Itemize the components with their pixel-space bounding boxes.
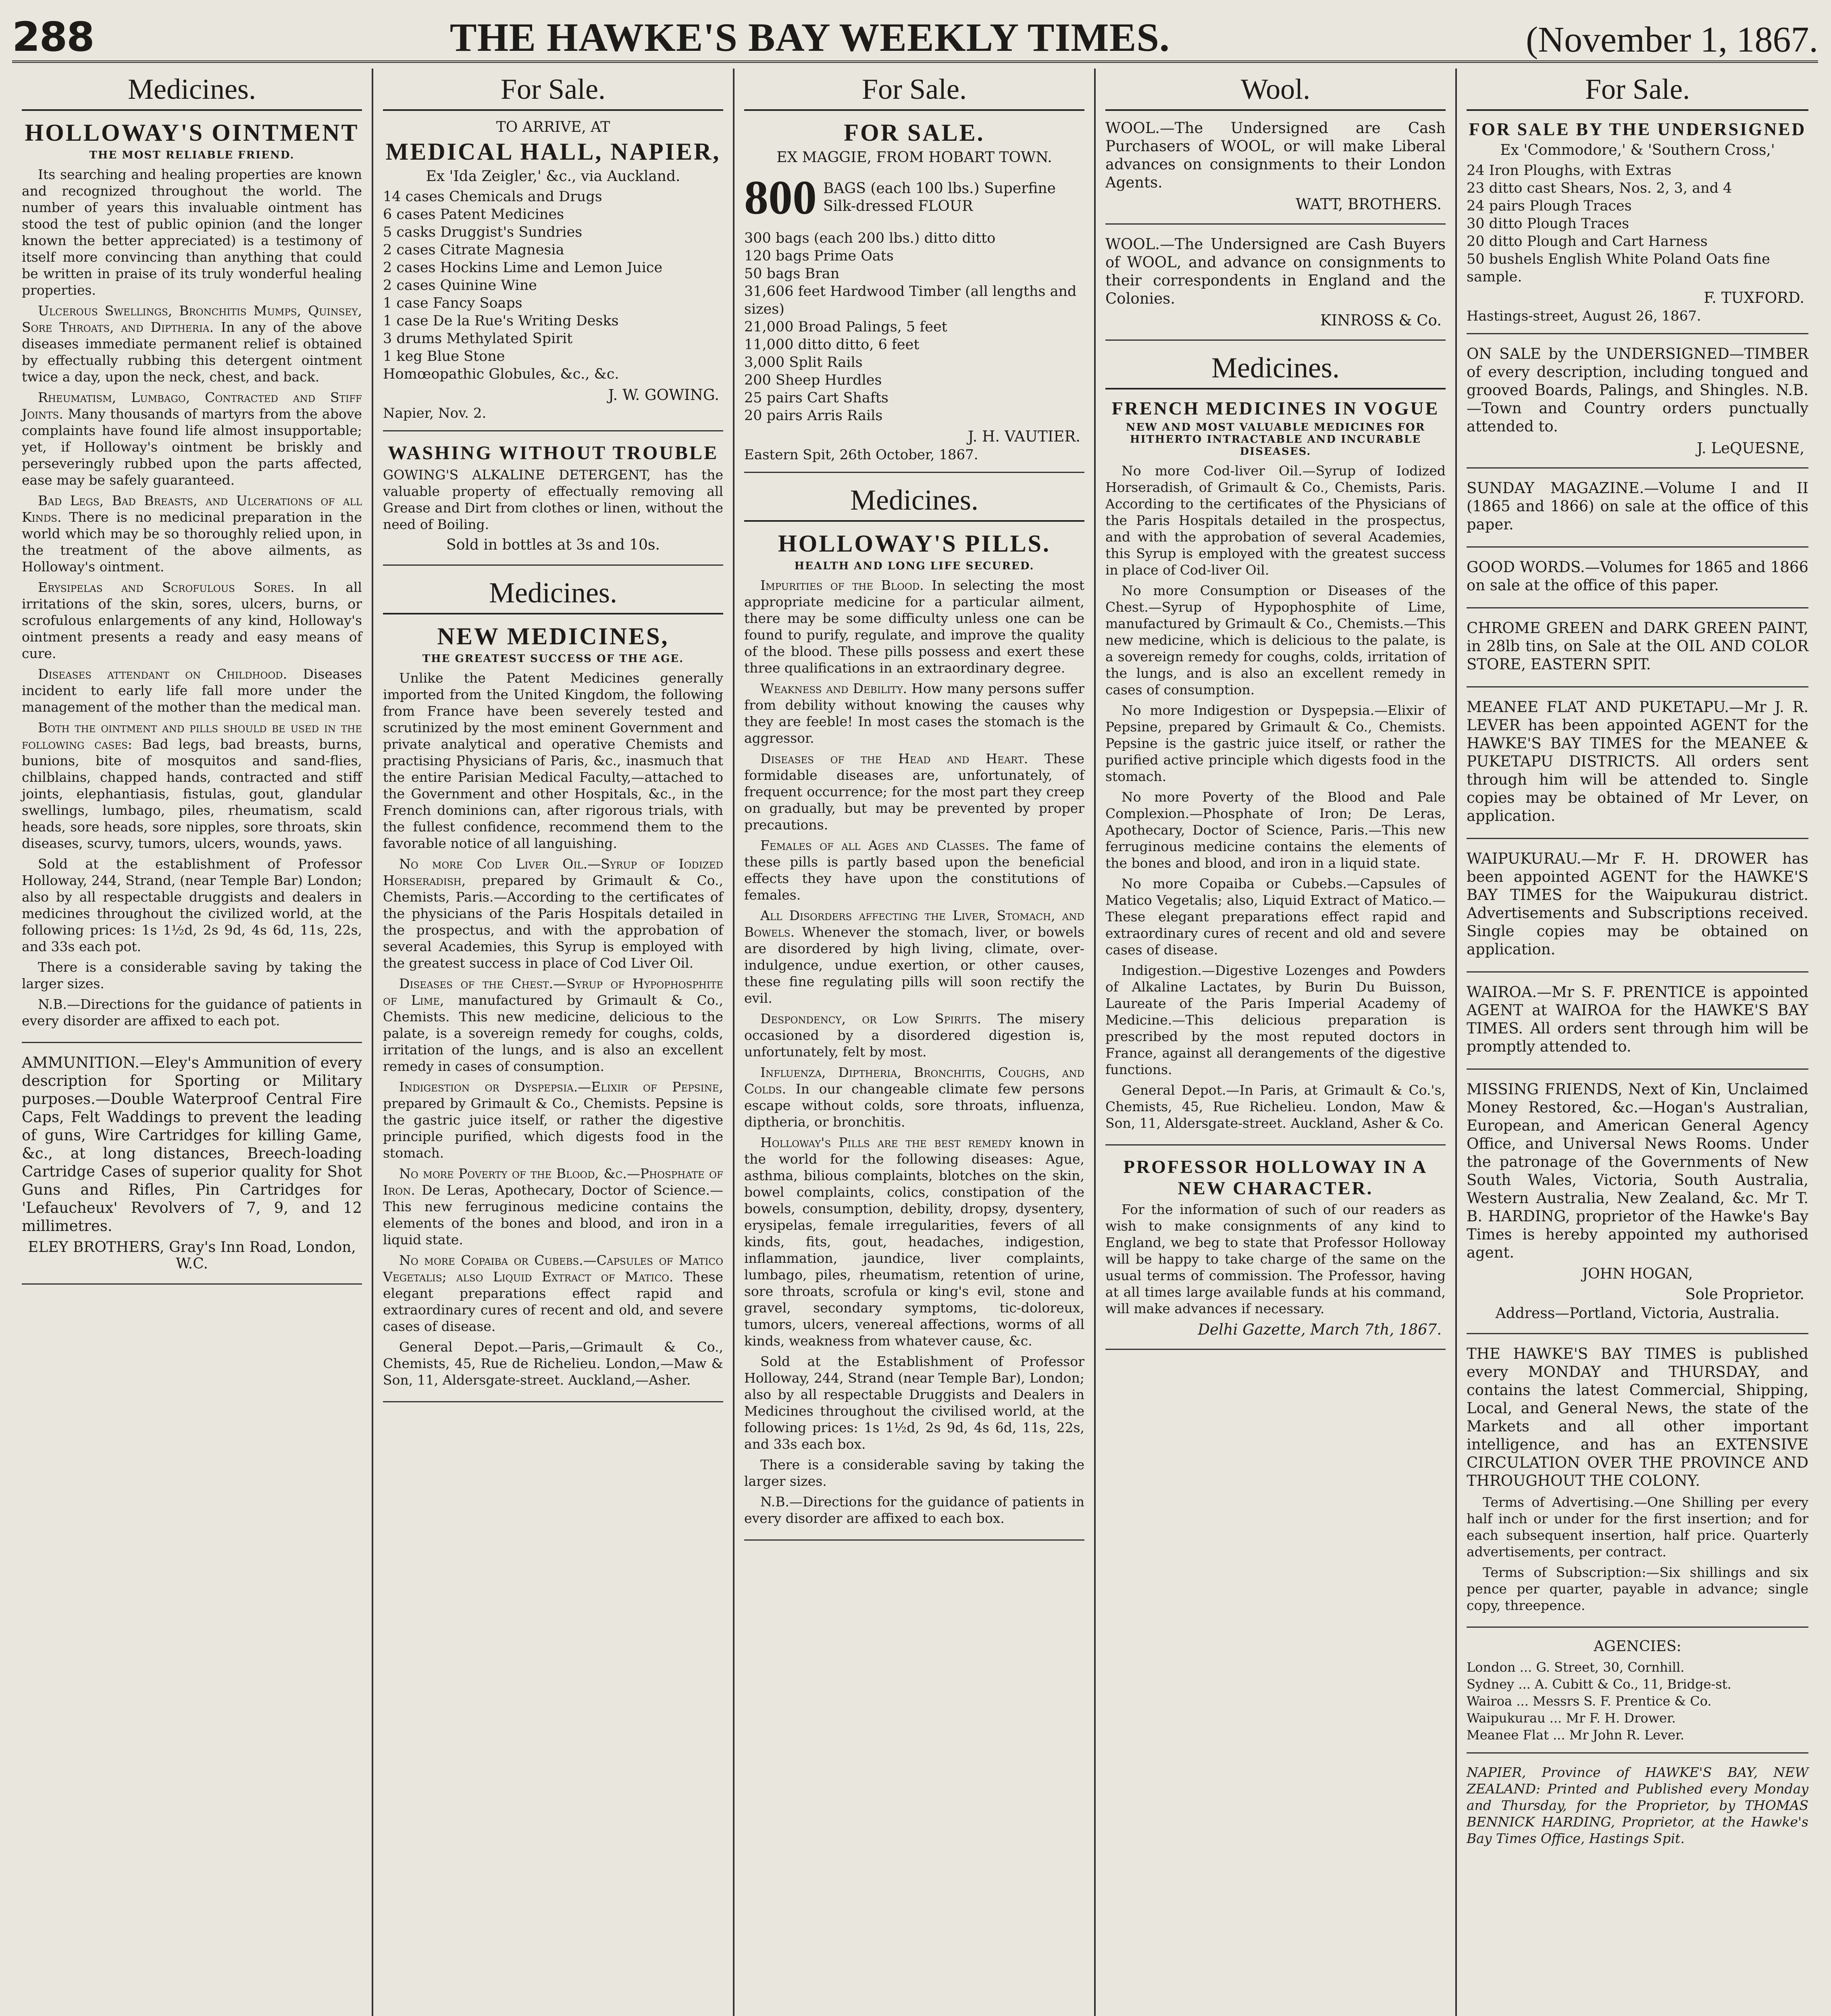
nb-note: N.B.—Directions for the guidance of patients in every disorder are affixed to each pot. [22, 996, 362, 1029]
agency-line: Wairoa ... Messrs S. F. Prentice & Co. [1467, 1693, 1712, 1709]
agencies-heading: AGENCIES: [1594, 1638, 1681, 1655]
professor-holloway-ad [1105, 1156, 1446, 1350]
ad-text: For the information of such of our readers as wish to make consignments of any kind to England, we beg to state that Professor Holloway will be happy to take charge of the same on the usual terms of commission. The Professor, having at all times large available funds at his command, will make advances if necessary. [1105, 1202, 1446, 1316]
both-list: Bad legs, bad breasts, burns, bunions, bite of mosquitos and sand-flies, chilblains, chapped hands, contracted and stiff joints, elephantiasis, fistulas, gout, glandular swellings, lumbago, piles, rheumatism, scald heads, sore heads, sore nipples, sore throats, skin diseases, scurvy, tumors, ulcers, wounds, yaws. [22, 736, 362, 851]
ad-signature: J. W. GOWING. [608, 386, 719, 404]
item-list [744, 229, 1084, 425]
para-text: These elegant preparations effect rapid and extraordinary cures of recent and old, and severe cases of disease. [383, 1269, 723, 1334]
column-3 [734, 69, 1096, 2016]
good-words-ad [1467, 558, 1808, 608]
para-text: prepared by Grimault & Co., Chemists, Paris.—According to the certificates of the physicians of the Paris Hospitals detailed in the prospectus, and with the approbation of several Academies, this Syrup is employed with the greatest success in place of Cod Liver Oil. [383, 873, 723, 971]
section-text: The fame of these pills is partly based upon the beneficial effects they have upon the constitutions of females. [744, 837, 1084, 903]
section-heading: Rheumatism, Lumbago, Contracted and Stiff Joints. [22, 389, 362, 422]
list-item: 120 bags Prime Oats [744, 248, 894, 264]
bags-line [744, 170, 1084, 225]
columns [12, 69, 1818, 2016]
item-list [383, 188, 723, 383]
medical-hall-ad [383, 119, 723, 431]
ad-text: WAIPUKURAU.—Mr F. H. DROWER has been appointed AGENT for the HAWKE'S BAY TIMES for the Waipukurau district. Advertisements and Subscriptions received. Single copies may be obtained on application. [1467, 850, 1808, 958]
ammunition-ad [22, 1054, 362, 1285]
section-header: Medicines. [744, 483, 1084, 522]
depot-text: General Depot.—In Paris, at Grimault & Co.'s, Chemists, 45, Rue Richelieu. London, Maw & Son, 11, Aldersgate-street. Auckland, Asher & Co. [1105, 1082, 1446, 1131]
list-item: 24 Iron Ploughs, with Extras [1467, 162, 1672, 179]
section-text: These formidable diseases are, unfortunately, of frequent occurrence; for the most part they creep on gradually, but may be prevented by proper precautions. [744, 751, 1084, 833]
wool-ad-kinross [1105, 235, 1446, 341]
agencies-list [1467, 1638, 1808, 1754]
section-text: How many persons suffer from debility without knowing the causes why they are feeble! In most cases the stomach is the aggressor. [744, 681, 1084, 746]
ad-title: FRENCH MEDICINES IN VOGUE [1111, 398, 1440, 419]
list-item: 200 Sheep Hurdles [744, 372, 882, 388]
advertising-terms: Terms of Advertising.—One Shilling per every half inch or under for the first insertion; and for each subsequent insertion, half price. Quarterly advertisements, per contract. [1467, 1494, 1808, 1560]
ad-signature: F. TUXFORD. [1704, 289, 1804, 306]
missing-friends-ad [1467, 1080, 1808, 1334]
ad-text: ON SALE by the UNDERSIGNED—TIMBER of every description, including tongued and grooved Boards, Palings, and Shingles. N.B.—Town and Country orders punctually attended to. [1467, 345, 1808, 435]
list-item: 23 ditto cast Shears, Nos. 2, 3, and 4 [1467, 180, 1732, 196]
bags-text: BAGS (each 100 lbs.) Superfine Silk-dressed FLOUR [823, 180, 1056, 215]
french-medicines-ad [1105, 398, 1446, 1145]
section-text: In all irritations of the skin, sores, ulcers, burns, or scrofulous enlargements of any kind, Holloway's ointment presents a ready and easy means of cure. [22, 579, 362, 661]
sold-at: Sold at the Establishment of Professor Holloway, 244, Strand (near Temple Bar), London; also by all respectable Druggists and Dealers in Medicines throughout the civilised world, at the following prices: 1s 1½d, 2s 9d, 4s 6d, 11s, 22s, and 33s each box. [744, 1354, 1084, 1452]
ad-text: WAIROA.—Mr S. F. PRENTICE is appointed AGENT at WAIROA for the HAWKE'S BAY TIMES. All orders sent through him will be promptly attended to. [1467, 983, 1808, 1055]
ad-price: Sold in bottles at 3s and 10s. [446, 537, 660, 553]
hawkes-bay-times-notice [1467, 1345, 1808, 1628]
ad-text: CHROME GREEN and DARK GREEN PAINT, in 28lb tins, on Sale at the OIL AND COLOR STORE, EASTERN SPIT. [1467, 619, 1808, 673]
ad-para: No more Copaiba or Cubebs.—Capsules of Matico Vegetalis; also, Liquid Extract of Matico.—These elegant preparations effect rapid and extraordinary cures of recent and old and severe cases of disease. [1105, 876, 1446, 958]
column-2 [373, 69, 734, 2016]
section-heading: Diseases attendant on Childhood. [38, 666, 287, 682]
list-item: 50 bags Bran [744, 266, 840, 282]
section-text: In any of the above diseases immediate permanent relief is obtained by effectually rubbing this detergent ointment twice a day, upon the neck, chest, and back. [22, 319, 362, 385]
ad-pre: TO ARRIVE, AT [496, 119, 610, 135]
ammunition-footer: ELEY BROTHERS, Gray's Inn Road, London, W.C. [28, 1239, 356, 1272]
ad-place: Napier, Nov. 2. [383, 405, 487, 421]
list-item: 1 keg Blue Stone [383, 348, 505, 364]
section-heading: Diseases of the Head and Heart. [760, 751, 1028, 766]
ad-para: No more Indigestion or Dyspepsia.—Elixir of Pepsine, prepared by Grimault & Co., Chemists. Pepsine is the gastric juice itself, or rather the purified active principle which digests food in the stomach. [1105, 702, 1446, 784]
list-item: 50 bushels English White Poland Oats fine sample. [1467, 251, 1770, 285]
list-item: 2 cases Quinine Wine [383, 277, 537, 294]
ad-para: No more Cod-liver Oil.—Syrup of Iodized Horseradish, of Grimault & Co., Chemists, Paris. According to the certificates of the Physicians of the Paris Hospitals detailed in the prospectus, and with the approbation of several Academies, this Syrup is employed with the greatest success in place of Cod-liver Oil. [1105, 463, 1446, 578]
ad-signature: JOHN HOGAN, [1582, 1266, 1693, 1282]
ad-ship: EX MAGGIE, FROM HOBART TOWN. [776, 149, 1052, 166]
subscription-terms: Terms of Subscription:—Six shillings and six pence per quarter, payable in advance; single copy, threepence. [1467, 1564, 1808, 1613]
issue-date: (November 1, 1867. [1526, 20, 1818, 60]
list-item: 1 case De la Rue's Writing Desks [383, 313, 619, 329]
section-heading: Impurities of the Blood. [760, 577, 924, 593]
ad-para: Unlike the Patent Medicines generally imported from the United Kingdom, the following from France have been severely tested and scrutinized by the most eminent Government and private analytical and operative Chemists and practising Physicians of Paris, &c., inasmuch that the entire Parisian Medical Faculty,—attached to the Government and other Hospitals, &c., in the French dominions can, after rigorous trials, with the fullest confidence, recommend them to the favorable notice of all languishing. [383, 670, 723, 851]
list-item: 21,000 Broad Palings, 5 feet [744, 319, 947, 335]
section-text: Whenever the stomach, liver, or bowels are disordered by high living, climate, over-indulgence, undue exertion, or other causes, these fine regulating pills will soon rectify the evil. [744, 924, 1084, 1006]
holloway-ointment-ad [22, 119, 362, 1043]
list-item: 14 cases Chemicals and Drugs [383, 189, 602, 205]
wool-ad-watt [1105, 119, 1446, 225]
ad-title: NEW MEDICINES, [437, 623, 669, 650]
para-text: prepared by Grimault & Co., Chemists. Pepsine is the gastric juice itself, or rather the digestive principle purified, which digests food in the stomach. [383, 1095, 723, 1161]
ad-title: WASHING WITHOUT TROUBLE [387, 442, 719, 464]
timber-ad [1467, 345, 1808, 469]
section-text: In selecting the most appropriate medicine for a particular ailment, there may be some difficulty unless one can be found to purify, regulate, and improve the quality of the blood. These pills possess and exert these three qualifications in an extraordinary degree. [744, 577, 1084, 676]
list-item: 1 case Fancy Soaps [383, 295, 522, 311]
nb-note: N.B.—Directions for the guidance of patients in every disorder are affixed to each box. [744, 1494, 1084, 1526]
ad-subtitle: NEW AND MOST VALUABLE MEDICINES FOR HITHERTO INTRACTABLE AND INCURABLE DISEASES. [1126, 421, 1425, 458]
depot-text: General Depot.—Paris,—Grimault & Co., Chemists, 45, Rue de Richelieu. London,—Maw & Son, 11, Aldersgate-street. Auckland,—Asher. [383, 1339, 723, 1388]
list-item: 31,606 feet Hardwood Timber (all lengths and sizes) [744, 283, 1077, 317]
list-item: 11,000 ditto ditto, 6 feet [744, 337, 920, 353]
ad-via: Ex 'Ida Zeigler,' &c., via Auckland. [426, 168, 680, 185]
ad-subtitle: THE GREATEST SUCCESS OF THE AGE. [422, 653, 684, 665]
notice-text: THE HAWKE'S BAY TIMES is published every MONDAY and THURSDAY, and contains the latest Commercial, Shipping, Local, and General News, the state of the Markets and all other important intelligence, and has an EXTENSIVE CIRCULATION OVER THE PROVINCE AND THROUGHOUT THE COLONY. [1467, 1345, 1808, 1489]
washing-ad [383, 442, 723, 566]
section-text: Many thousands of martyrs from the above complaints have found life almost insupportable; yet, if Holloway's ointment be briskly and perseveringly rubbed upon the parts affected, ease may be safely guaranteed. [22, 406, 362, 488]
ad-text: SUNDAY MAGAZINE.—Volume I and II (1865 and 1866) on sale at the office of this paper. [1467, 479, 1808, 533]
ad-ex: Ex 'Commodore,' & 'Southern Cross,' [1500, 142, 1775, 158]
column-5 [1457, 69, 1818, 2016]
page-number: 288 [12, 13, 94, 60]
ad-place: Hastings-street, August 26, 1867. [1467, 308, 1701, 324]
list-item: Homœopathic Globules, &c., &c. [383, 366, 619, 382]
para-text: De Leras, Apothecary, Doctor of Science.—This new ferruginous medicine contains the elements of the bones and blood, and iron in a liquid state. [383, 1182, 723, 1248]
list-item: 30 ditto Plough Traces [1467, 216, 1629, 232]
flour-sale-ad [744, 119, 1084, 473]
para-text: manufactured by Grimault & Co., Chemists. This new medicine, delicious to the palate, is a sovereign remedy for coughs, colds, irritation of the lungs, and is also an excellent remedy in cases of consumption. [383, 992, 723, 1074]
section-header: Medicines. [383, 576, 723, 614]
ad-title: HOLLOWAY'S OINTMENT [25, 119, 359, 146]
ad-text: MEANEE FLAT AND PUKETAPU.—Mr J. R. LEVER has been appointed AGENT for the HAWKE'S BAY TIMES for the MEANEE & PUKETAPU DISTRICTS. All orders sent through him will be attended to. Single copies may be obtained of Mr Lever, on application. [1467, 698, 1808, 825]
ad-title: FOR SALE BY THE UNDERSIGNED [1469, 119, 1806, 139]
ad-subtitle: HEALTH AND LONG LIFE SECURED. [794, 560, 1034, 572]
ad-para: No more Consumption or Diseases of the Chest.—Syrup of Hypophosphite of Lime, manufactured by Grimault & Co., Chemists.—This new medicine, which is delicious to the palate, is a sovereign remedy for coughs, colds, irritation of the lungs, and is also an excellent remedy in cases of consumption. [1105, 583, 1446, 698]
holloway-pills-ad [744, 530, 1084, 1541]
ad-para: No more Poverty of the Blood and Pale Complexion.—Phosphate of Iron; De Leras, Apothecary, Doctor of Science, Paris.—This new ferruginous medicine contains the elements of the bones and blood, and iron in a liquid state. [1105, 789, 1446, 871]
para-heading: No more Copaiba or Cubebs.—Capsules of Matico Vegetalis; also Liquid Extract of Matico. [383, 1252, 723, 1285]
new-medicines-ad [383, 623, 723, 1402]
section-header: For Sale. [1467, 73, 1808, 111]
para-heading: No more Poverty of the Blood, &c.—Phosphate of Iron. [383, 1166, 723, 1198]
agency-lines [1467, 1659, 1808, 1743]
agency-line: London ... G. Street, 30, Cornhill. [1467, 1660, 1685, 1675]
ad-subtitle: THE MOST RELIABLE FRIEND. [89, 149, 295, 161]
list-item: 20 pairs Arris Rails [744, 408, 883, 424]
list-item: 24 pairs Plough Traces [1467, 198, 1632, 214]
printer-imprint: NAPIER, Province of HAWKE'S BAY, NEW ZEALAND: Printed and Published every Monday and Thursday, for the Proprietor, by THOMAS BENNICK HARDING, Proprietor, at the Hawke's Bay Times Office, Hastings Spit. [1467, 1764, 1808, 1846]
section-text: Diseases incident to early life fall more under the management of the mother than the medical man. [22, 666, 362, 715]
ad-intro: Its searching and healing properties are known and recognized throughout the world. The number of years this invaluable ointment has stood the test of public opinion (and the longer known the better appreciated) is a testimony of itself more convincing than anything that could be written in praise of its truly wonderful healing properties. [22, 167, 362, 298]
ad-signature: J. H. VAUTIER. [968, 428, 1080, 445]
ad-place: Eastern Spit, 26th October, 1867. [744, 447, 978, 463]
section-text: known in the world for the following diseases: Ague, asthma, bilious complaints, blotches on the skin, bowel complaints, colics, constipation of the bowels, consumption, debility, dropsy, dysentery, erysipelas, female irregularities, fevers of all kinds, fits, gout, headaches, indigestion, inflammation, jaundice, liver complaints, lumbago, piles, rheumatism, retention of urine, sore throats, scrofula or king's evil, stone and gravel, secondary symptoms, tic-doloreux, tumors, ulcers, venereal affections, worms of all kinds, weakness from whatever cause, &c. [744, 1135, 1084, 1349]
ad-signature: WATT, BROTHERS. [1296, 196, 1442, 213]
section-heading: Holloway's Pills are the best remedy [760, 1135, 1012, 1150]
both-heading: Both the ointment and pills should be used in the following cases: [22, 720, 362, 752]
list-item: 2 cases Hockins Lime and Lemon Juice [383, 260, 663, 276]
list-item: 3,000 Split Rails [744, 354, 863, 371]
section-heading: Erysipelas and Scrofulous Sores. [38, 579, 295, 595]
list-item: 20 ditto Plough and Cart Harness [1467, 233, 1708, 250]
meanee-agent-ad [1467, 698, 1808, 839]
list-item: 3 drums Methylated Spirit [383, 331, 573, 347]
saving-note: There is a considerable saving by taking the larger sizes. [22, 959, 362, 991]
ad-text: WOOL.—The Undersigned are Cash Buyers of WOOL, and advance on consignments to their correspondents in England and the Colonies. [1105, 235, 1446, 307]
list-item: 300 bags (each 200 lbs.) ditto ditto [744, 230, 996, 246]
ad-source: Delhi Gazette, March 7th, 1867. [1198, 1321, 1442, 1338]
ad-role: Sole Proprietor. [1685, 1285, 1804, 1303]
agency-line: Meanee Flat ... Mr John R. Lever. [1467, 1727, 1684, 1743]
ad-title: MEDICAL HALL, NAPIER, [385, 138, 721, 165]
ad-title: HOLLOWAY'S PILLS. [778, 530, 1051, 557]
saving-note: There is a considerable saving by taking the larger sizes. [744, 1457, 1084, 1489]
ad-text: GOOD WORDS.—Volumes for 1865 and 1866 on sale at the office of this paper. [1467, 558, 1808, 594]
item-list [1467, 162, 1808, 286]
list-item: 2 cases Citrate Magnesia [383, 242, 564, 258]
section-text: There is no medicinal preparation in the world which may be so thoroughly relied upon, in the treatment of the above ailments, as Holloway's ointment. [22, 509, 362, 575]
ad-text: WOOL.—The Undersigned are Cash Purchasers of WOOL, or will make Liberal advances on consignments to their London Agents. [1105, 119, 1446, 191]
wairoa-agent-ad [1467, 983, 1808, 1070]
section-text: The misery occasioned by a disordered digestion is, unfortunately, felt by most. [744, 1011, 1084, 1060]
section-heading: Bad Legs, Bad Breasts, and Ulcerations of all Kinds. [22, 493, 362, 525]
section-heading: Influenza, Diptheria, Bronchitis, Coughs, and Colds. [744, 1064, 1084, 1097]
list-item: 25 pairs Cart Shafts [744, 390, 888, 406]
column-1 [12, 69, 373, 2016]
section-heading: All Disorders affecting the Liver, Stomach, and Bowels. [744, 908, 1084, 940]
waipukurau-agent-ad [1467, 850, 1808, 973]
agency-line: Sydney ... A. Cubitt & Co., 11, Bridge-st. [1467, 1677, 1731, 1692]
section-header: Medicines. [1105, 351, 1446, 389]
ad-title: FOR SALE. [844, 119, 985, 146]
section-heading: Ulcerous Swellings, Bronchitis Mumps, Quinsey, Sore Throats, and Diptheria. [22, 303, 362, 335]
tuxford-ad [1467, 119, 1808, 334]
para-heading: Diseases of the Chest.—Syrup of Hypophosphite of Lime, [383, 976, 723, 1008]
ad-signature: J. LeQUESNE, [1697, 439, 1804, 457]
ammunition-text: AMMUNITION.—Eley's Ammunition of every description for Sporting or Military purposes.—Double Waterproof Central Fire Caps, Felt Waddings to prevent the leading of guns, Wire Cartridges for killing Game, &c., at long distances, Breech-loading Cartridge Cases of superior quality for Shot Guns and Rifles, Pin Cartridges for 'Lefaucheux' Revolvers of 7, 9, and 12 millimetres. [22, 1054, 362, 1235]
section-header: For Sale. [383, 73, 723, 111]
section-header: Wool. [1105, 73, 1446, 111]
sunday-magazine-ad [1467, 479, 1808, 548]
bags-number: 800 [744, 171, 817, 224]
section-header: Medicines. [22, 73, 362, 111]
section-heading: Females of all Ages and Classes. [760, 837, 990, 853]
list-item: 6 cases Patent Medicines [383, 206, 564, 223]
masthead [12, 13, 1818, 63]
ad-signature: KINROSS & Co. [1320, 312, 1442, 329]
ad-title: PROFESSOR HOLLOWAY IN A NEW CHARACTER. [1123, 1156, 1428, 1198]
column-4 [1096, 69, 1457, 2016]
section-text: In our changeable climate few persons escape without colds, sore throats, influenza, diptheria, or bronchitis. [744, 1081, 1084, 1130]
section-header: For Sale. [744, 73, 1084, 111]
agency-line: Waipukurau ... Mr F. H. Drower. [1467, 1710, 1676, 1726]
ad-text: GOWING'S ALKALINE DETERGENT, has the valuable property of effectually removing all Grease and Dirt from clothes or linen, without the need of Boiling. [383, 467, 723, 532]
para-heading: No more Cod Liver Oil.—Syrup of Iodized Horseradish, [383, 856, 723, 888]
chrome-paint-ad [1467, 619, 1808, 687]
para-heading: Indigestion or Dyspepsia.—Elixir of Pepsine, [399, 1079, 723, 1095]
newspaper-title: THE HAWKE'S BAY WEEKLY TIMES. [449, 15, 1170, 60]
ad-para: Indigestion.—Digestive Lozenges and Powders of Alkaline Lactates, by Burin Du Buisson, Laureate of the Paris Imperial Academy of Medicine.—This delicious preparation is prescribed by the most reputed doctors in France, against all derangements of the digestive functions. [1105, 962, 1446, 1077]
ad-address: Address—Portland, Victoria, Australia. [1495, 1305, 1780, 1322]
section-heading: Weakness and Debility. [760, 681, 907, 696]
ad-text: MISSING FRIENDS, Next of Kin, Unclaimed Money Restored, &c.—Hogan's Australian, European, and American General Agency Office, and Universal News Rooms. Under the patronage of the Governments of New South Wales, Victoria, South Australia, Western Australia, New Zealand, &c. Mr T. B. HARDING, proprietor of the Hawke's Bay Times is hereby appointed my authorised agent. [1467, 1081, 1808, 1261]
list-item: 5 casks Druggist's Sundries [383, 224, 583, 240]
section-heading: Despondency, or Low Spirits. [760, 1011, 982, 1027]
sold-at: Sold at the establishment of Professor Holloway, 244, Strand, (near Temple Bar) London; also by all respectable druggists and dealers in medicines throughout the civilized world, at the following prices: 1s 1½d, 2s 9d, 4s 6d, 11s, 22s, and 33s each pot. [22, 856, 362, 954]
